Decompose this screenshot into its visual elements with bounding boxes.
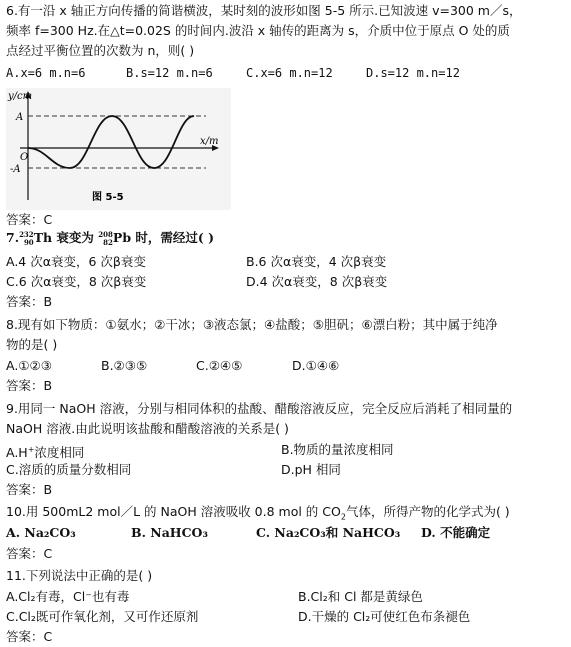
q7-prefix: 7.	[6, 230, 20, 245]
q6-line-2: 频率 f=300 Hz.在△t=0.02S 的时间内.波沿 x 轴传的距离为 s，介质中位于原点 O 处的质	[6, 23, 510, 38]
q10-option-d: D. 不能确定	[421, 525, 491, 540]
q11-option-b: B.Cl₂和 Cl 都是黄绿色	[298, 589, 423, 604]
q9-option-a-text: 浓度相同	[34, 445, 85, 461]
q9-option-a	[6, 441, 84, 462]
negative-amplitude-label: -A	[10, 164, 21, 175]
q7-mid: 衰变为	[52, 230, 99, 245]
q7-suffix: 时，需经过( )	[131, 230, 215, 245]
q7-stem	[6, 229, 214, 247]
pb-atomic-number: 82	[103, 237, 113, 247]
q11-answer: 答案：C	[6, 629, 53, 644]
q6-line-1: 6.有一沿 x 轴正方向传播的简谐横波，某时刻的波形如图 5-5 所示.已知波速 v=300 m／s，	[6, 3, 522, 18]
q10-stem-text: 10.用 500mL2 mol／L 的 NaOH 溶液吸收 0.8 mol 的 CO	[6, 504, 341, 519]
pb-mass-number: 208	[98, 229, 113, 239]
y-axis-label: y/cm	[8, 91, 33, 102]
q11-option-c: C.Cl₂既可作氧化剂，又可作还原剂	[6, 609, 199, 624]
q9-line-1: 9.用同一 NaOH 溶液，分别与相同体积的盐酸、醋酸溶液反应，完全反应后消耗了相同量的	[6, 401, 513, 416]
q9-answer: 答案：B	[6, 482, 53, 497]
q7-option-b: B.6 次α衰变，4 次β衰变	[246, 254, 387, 269]
q7-option-d: D.4 次α衰变，8 次β衰变	[246, 274, 388, 289]
q8-line-2: 物的是( )	[6, 337, 58, 352]
th-mass-number: 232	[19, 229, 34, 239]
q10-co2-subscript: 2	[340, 512, 346, 522]
figure-caption: 图 5-5	[92, 192, 124, 203]
th-symbol: Th	[33, 230, 53, 245]
q7-option-a: A.4 次α衰变，6 次β衰变	[6, 254, 146, 269]
th-atomic-number: 90	[23, 237, 34, 247]
q6-answer: 答案：C	[6, 212, 53, 227]
q9-option-a-prefix: A.H	[6, 445, 28, 461]
q10-stem-end: 气体，所得产物的化学式为( )	[345, 504, 510, 519]
origin-label: O	[20, 152, 29, 163]
q6-line-3: 点经过平衡位置的次数为 n，则( )	[6, 43, 195, 58]
q10-answer: 答案：C	[6, 546, 53, 561]
q9-option-c: C.溶质的质量分数相同	[6, 462, 132, 477]
q7-answer: 答案：B	[6, 294, 53, 309]
q7-option-c: C.6 次α衰变，8 次β衰变	[6, 274, 147, 289]
x-axis-label: x/m	[200, 136, 219, 147]
q8-option-b: B.②③⑤	[101, 358, 148, 373]
q8-option-a: A.①②③	[6, 358, 52, 373]
wave-diagram	[6, 88, 231, 210]
q6-option-a: A.x=6 m.n=6	[6, 66, 86, 80]
q8-line-1: 8.现有如下物质：①氨水；②干冰；③液态氯；④盐酸；⑤胆矾；⑥漂白粉；其中属于纯净	[6, 317, 498, 332]
q10-stem	[6, 503, 510, 527]
q10-option-c: C. Na₂CO₃和 NaHCO₃	[256, 525, 401, 540]
q8-option-d: D.①④⑥	[292, 358, 340, 373]
q6-option-d: D.s=12 m.n=12	[366, 66, 460, 80]
q9-option-d: D.pH 相同	[281, 462, 341, 477]
q9-option-a-charge: +	[27, 445, 35, 454]
q9-line-2: NaOH 溶液.由此说明该盐酸和醋酸溶液的关系是( )	[6, 421, 289, 436]
q11-option-a: A.Cl₂有毒，Cl⁻也有毒	[6, 589, 130, 604]
q11-option-d: D.干燥的 Cl₂可使红色布条褪色	[298, 609, 471, 624]
amplitude-label: A	[16, 112, 24, 123]
q8-option-c: C.②④⑤	[196, 358, 243, 373]
q11-stem: 11.下列说法中正确的是( )	[6, 568, 153, 583]
q6-option-c: C.x=6 m.n=12	[246, 66, 333, 80]
q6-option-b: B.s=12 m.n=6	[126, 66, 213, 80]
wave-figure-5-5	[6, 88, 231, 210]
q9-option-b: B.物质的量浓度相同	[281, 442, 394, 457]
q10-option-a: A. Na₂CO₃	[6, 525, 76, 540]
q8-answer: 答案：B	[6, 378, 53, 393]
q10-option-b: B. NaHCO₃	[131, 525, 208, 540]
pb-symbol: Pb	[112, 230, 132, 245]
